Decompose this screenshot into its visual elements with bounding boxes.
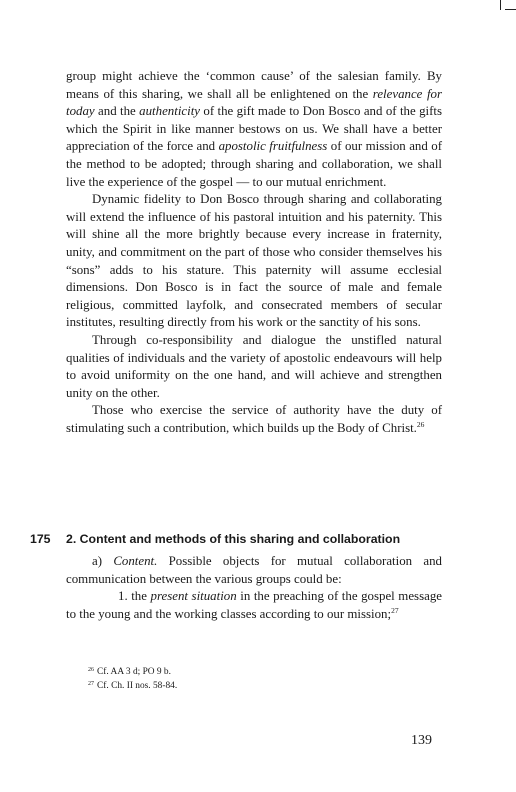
content-label: Content.	[113, 554, 158, 568]
emphasis-relevance: relevance for today	[66, 86, 442, 119]
footnote-ref-27[interactable]: 27	[391, 605, 399, 615]
crop-mark-horizontal	[505, 9, 516, 10]
section-heading	[30, 530, 450, 548]
list-item-1: 1. the present situation in the preaching of the gospel message to the young and the working classes according to our mission;$^{27}$	[66, 589, 442, 621]
paragraph-2: Dynamic fidelity to Don Bosco through sharing and collaborating will extend the influence of his pastoral intuition and his paternity. This will shine all the more brightly because every increase in fraternity, unity, and commitment on the part of those who consider themselves his “sons” adds to his stature. This paternity will assume ecclesial dimensions. Don Bosco is in fact the source of male and female religious, committed layfolk, and consecrated members of secular institutes, resulting directly from his work or the sanctity of his sons.	[66, 192, 442, 330]
emphasis-authenticity: authenticity	[139, 104, 201, 119]
footnote-27: $^{27}$ Cf. Ch. II nos. 58-84.	[88, 681, 178, 692]
page-number: 139	[411, 733, 432, 748]
emphasis-apostolic-fruitfulness: apostolic fruitfulness	[218, 139, 328, 154]
content-text	[66, 553, 442, 623]
paragraph-3: Through co-responsibility and dialogue the unstifled natural qualities of individuals and the variety of apostolic endeavours will help to avoid uniformity on the one hand, and will achieve and strengthen unity on the other.	[66, 332, 442, 400]
footnote-ref-26[interactable]: 26	[416, 419, 425, 429]
section-title: 2. Content and methods of this sharing and collaboration	[66, 532, 401, 546]
footnotes	[88, 665, 428, 693]
paragraph-4: Those who exercise the service of authority have the duty of stimulating such a contribution, which builds up the Body of Christ.$^{26}$	[66, 403, 442, 435]
emphasis-present-situation: present situation	[150, 589, 237, 604]
crop-mark-vertical	[500, 0, 501, 10]
paragraph-1: group might achieve the ‘common cause’ of the salesian family. By means of this sharing, we shall all be enlightened on the relevance for today and the authenticity of the gift made to Don Bosco and of the gifts which the Spirit in like manner bestows on us. We shall have a better appreciation of the force and apostolic fruitfulness of our mission and of the method to be adopted; through sharing and collaboration, we shall live the experience of the gospel — to our mutual enrichment.	[66, 69, 443, 189]
footnote-26: $^{26}$ Cf. AA 3 d; PO 9 b.	[88, 667, 171, 677]
content-intro: a) Content. Possible objects for mutual collaboration and communication between the various groups could be:	[66, 554, 443, 586]
margin-number: 175	[30, 532, 51, 546]
body-text	[66, 68, 442, 437]
